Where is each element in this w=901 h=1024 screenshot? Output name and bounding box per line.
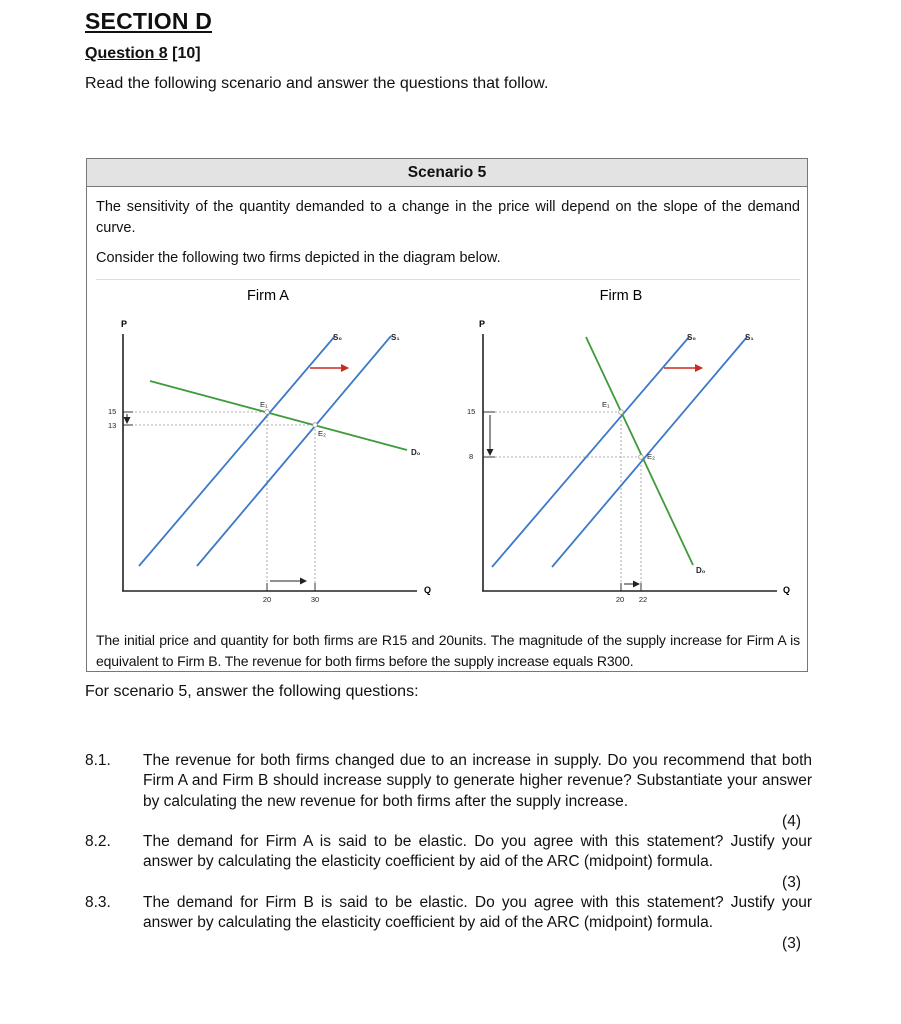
firm-b-e2-point bbox=[639, 455, 644, 460]
firm-a-guides bbox=[123, 412, 315, 591]
firm-a-s0-label: S₀ bbox=[333, 333, 342, 342]
firm-a-s1-label: S₁ bbox=[391, 333, 400, 342]
firm-a-quantity-tick-30: 30 bbox=[310, 595, 320, 604]
firm-b-graph bbox=[467, 288, 790, 604]
question-label: Question 8 bbox=[85, 45, 168, 62]
firm-a-quantity-axis-label: Q bbox=[424, 585, 432, 595]
question-number: 8.3. bbox=[85, 894, 111, 911]
firm-a-e1-label: E₁ bbox=[260, 400, 268, 409]
firm-b-s1-label: S₁ bbox=[745, 333, 754, 342]
firm-b-e1-point bbox=[619, 410, 624, 415]
question-number: 8.1. bbox=[85, 752, 111, 769]
firm-b-price-axis-label: P bbox=[478, 319, 486, 329]
scenario-title: Scenario 5 bbox=[87, 159, 807, 187]
firm-b-quantity-tick-20: 20 bbox=[615, 595, 625, 604]
firm-a-price-tick-13: 13 bbox=[108, 421, 117, 430]
firm-b-demand-d0 bbox=[586, 337, 693, 565]
firm-b-quantity-tick-22: 22 bbox=[638, 595, 648, 604]
firm-b-e1-label: E₁ bbox=[602, 400, 610, 409]
firm-a-e2-label: E₂ bbox=[318, 429, 326, 438]
section-title: SECTION D bbox=[85, 8, 213, 34]
question-text: The demand for Firm A is said to be elastic. Do you agree with this statement? Justify your answer by calculating the elasticity coefficient by aid of the ARC (midpoint) formula. bbox=[143, 833, 812, 871]
question-number: 8.2. bbox=[85, 833, 111, 850]
question-text: The revenue for both firms changed due to an increase in supply. Do you recommend that both Firm A and Firm B should increase supply to generate higher revenue? Substantiate your answer by calculating the new revenue for both firms after the supply increase. bbox=[143, 752, 812, 810]
firm-a-price-axis-label: P bbox=[120, 319, 128, 329]
firm-a-demand-d0 bbox=[150, 381, 407, 450]
intro-text: Read the following scenario and answer the questions that follow. bbox=[85, 75, 549, 92]
firm-b-title: Firm B bbox=[599, 288, 643, 304]
question-marks: [10] bbox=[172, 45, 201, 62]
question-marks: (4) bbox=[782, 813, 801, 830]
firm-a-d0-label: D₀ bbox=[411, 448, 421, 457]
followup-text: For scenario 5, answer the following questions: bbox=[85, 683, 419, 700]
scenario-paragraph-1: The sensitivity of the quantity demanded to a change in the price will depend on the slope of the demand curve. bbox=[96, 199, 800, 236]
scenario-box bbox=[86, 158, 808, 672]
firm-b-guides bbox=[483, 412, 641, 591]
firm-a-graph bbox=[108, 288, 431, 604]
firm-b-supply-s0 bbox=[492, 337, 689, 567]
scenario-paragraph-3: The initial price and quantity for both firms are R15 and 20units. The magnitude of the supply increase for Firm A is equivalent to Firm B. The revenue for both firms before the supply increase equals R300. bbox=[96, 632, 800, 669]
firm-a-title: Firm A bbox=[247, 288, 289, 304]
scenario-paragraph-2: Consider the following two firms depicted in the diagram below. bbox=[96, 250, 501, 266]
firm-a-e2-point bbox=[313, 423, 318, 428]
firm-a-e1-point bbox=[265, 410, 270, 415]
question-text: The demand for Firm B is said to be elastic. Do you agree with this statement? Justify your answer by calculating the elasticity coefficient by aid of the ARC (midpoint) formula. bbox=[143, 894, 812, 932]
firm-b-quantity-axis-label: Q bbox=[783, 585, 791, 595]
supply-demand-diagram bbox=[87, 159, 807, 619]
firm-b-price-tick-15: 15 bbox=[467, 407, 476, 416]
firm-a-quantity-tick-20: 20 bbox=[262, 595, 272, 604]
question-marks: (3) bbox=[782, 874, 801, 891]
firm-b-d0-label: D₀ bbox=[696, 566, 706, 575]
firm-a-supply-s0 bbox=[139, 336, 335, 566]
question-heading bbox=[85, 45, 201, 63]
firm-b-s0-label: S₀ bbox=[687, 333, 696, 342]
firm-b-e2-label: E₂ bbox=[647, 452, 655, 461]
question-marks: (3) bbox=[782, 935, 801, 952]
firm-a-price-tick-15: 15 bbox=[108, 407, 117, 416]
firm-a-supply-s1 bbox=[197, 336, 391, 566]
firm-b-price-tick-8: 8 bbox=[469, 452, 474, 461]
